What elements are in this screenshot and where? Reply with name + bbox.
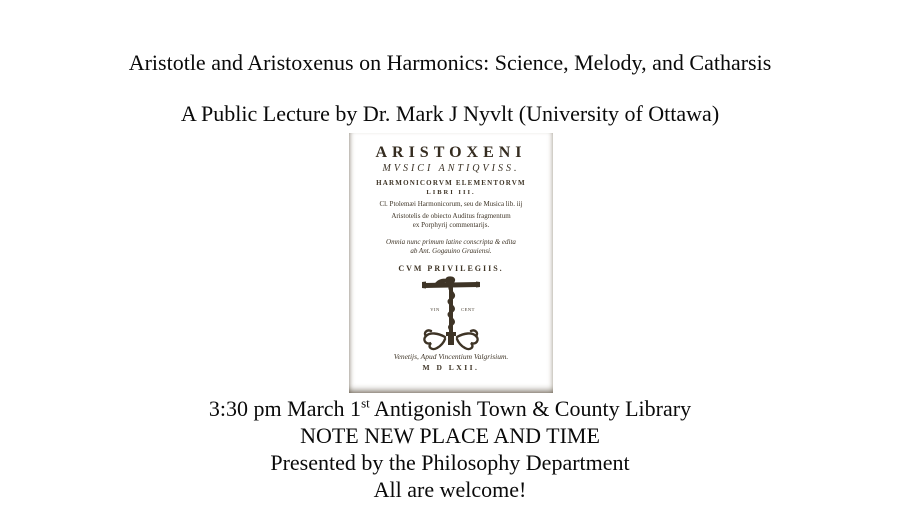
book-line-aristotelis-1: Aristotelis de obiecto Auditus fragmentum (391, 212, 511, 220)
welcome-line: All are welcome! (373, 477, 527, 502)
book-line-omnia (386, 238, 516, 256)
book-line-aristotelis (391, 212, 510, 230)
book-line-harmonicorum: HARMONICORVM ELEMENTORVM (376, 179, 526, 187)
book-line-omnia-2: ab Ant. Gogauino Grauiensi. (410, 247, 492, 255)
book-imprint: Venetijs, Apud Vincentium Valgrisium. (393, 352, 509, 361)
event-time-place-line (0, 395, 900, 422)
printer-device-serpent-icon (418, 275, 484, 351)
device-text-left: VIN (430, 307, 440, 312)
book-titlepage-image (349, 133, 553, 393)
book-title: ARISTOXENI (375, 144, 527, 161)
date-ordinal-suffix: st (361, 395, 370, 411)
book-year: M D LXII. (422, 363, 480, 372)
book-line-privilegiis: CVM PRIVILEGIIS. (398, 264, 504, 273)
event-details (0, 395, 900, 503)
page-title: Aristotle and Aristoxenus on Harmonics: Science, Melody, and Catharsis (128, 50, 772, 75)
book-line-ptolemaei: Cl. Ptolemæi Harmonicorum, seu de Musica lib. iij (379, 200, 523, 208)
book-line-omnia-1: Omnia nunc primum latine conscripta & edita (386, 238, 516, 246)
book-subtitle: MVSICI ANTIQVISS. (382, 163, 520, 174)
event-location: Antigonish Town & County Library (369, 396, 692, 421)
lecture-subtitle: A Public Lecture by Dr. Mark J Nyvlt (University of Ottawa) (180, 101, 720, 126)
presenter-line: Presented by the Philosophy Department (270, 450, 630, 475)
book-line-libri: LIBRI III. (426, 189, 476, 196)
book-line-aristotelis-2: ex Porphyrij commentarijs. (412, 221, 490, 229)
device-text-right: CENT (461, 307, 475, 312)
note-line: NOTE NEW PLACE AND TIME (300, 423, 600, 448)
event-time-date: 3:30 pm March 1 (208, 396, 362, 421)
